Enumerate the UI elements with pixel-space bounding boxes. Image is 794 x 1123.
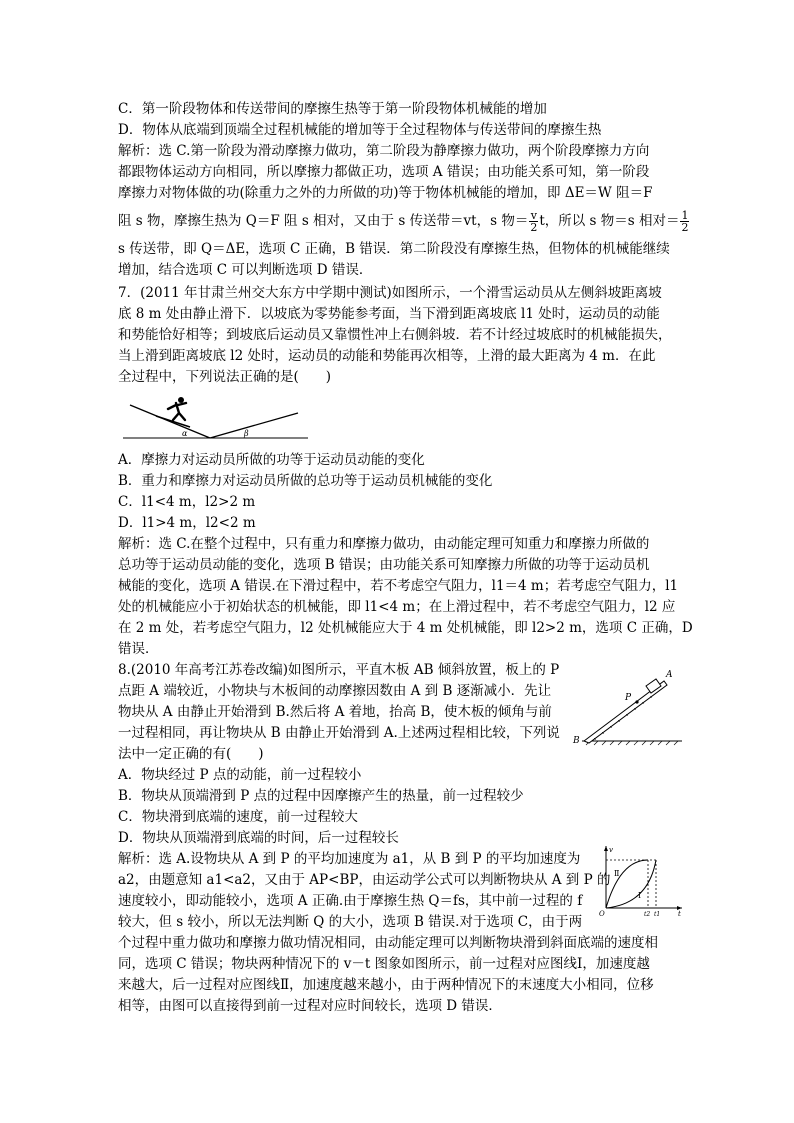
q8-vt-graph [598, 842, 686, 918]
curve-ii [606, 860, 648, 908]
q7-stem-line: 当上滑到距离坡底 l2 处时，运动员的动能和势能再次相等，上滑的最大距离为 4 m．在此 [118, 348, 656, 364]
q6-solution-line-with-fractions [118, 210, 690, 233]
q6-solution-line: 增加，结合选项 C 可以判断选项 D 错误． [118, 262, 373, 278]
q8-solution-line: 解析：选 A.设物块从 A 到 P 的平均加速度为 a1，从 B 到 P 的平均加速度为 [118, 851, 581, 867]
q6-solution-line: s 传送带，即 Q＝ΔE，选项 C 正确，B 错误．第二阶段没有摩擦生热，但物体的机械能继续 [118, 241, 670, 257]
q8-solution-line: 个过程中重力做功和摩擦力做功情况相同，由动能定理可以判断物块滑到斜面底端的速度相 [118, 935, 658, 951]
ground-hatching [586, 741, 678, 745]
q8-solution-line: 相等，由图可以直接得到前一过程对应时间较长，选项 D 错误． [118, 998, 502, 1014]
q6-solution-line: 摩擦力对物体做的功(除重力之外的力所做的功)等于物体机械能的增加，即 ΔE＝W 阻＝F [118, 185, 653, 201]
t2-label: t2 [644, 911, 651, 918]
t1-label: t1 [654, 911, 661, 918]
q8-solution-line: 较大，但 s 较小，所以无法判断 Q 的大小，选项 B 错误.对于选项 C，由于两 [118, 914, 583, 930]
q6-option-d: D．物体从底端到顶端全过程机械能的增加等于全过程物体与传送带间的摩擦生热 [118, 122, 602, 138]
q6-solution-line: 解析：选 C.第一阶段为滑动摩擦力做功，第二阶段为静摩擦力做功，两个阶段摩擦力方向 [118, 143, 650, 159]
q7-solution-line: 错误． [118, 641, 159, 657]
q8-solution-line: 同，选项 C 错误；物块两种情况下的 v－t 图象如图所示，前一过程对应图线Ⅰ，加速度越 [118, 956, 650, 972]
q6-solution-text: t，所以 s 物＝s 相对＝ [539, 213, 680, 229]
q7-solution-line: 处的机械能应小于初始状态的机械能，即 l1<4 m；在上滑过程中，若不考虑空气阻力，l2 应 [118, 599, 676, 615]
q7-option-c: C．l1<4 m，l2>2 m [118, 494, 256, 510]
q7-solution-line: 解析：选 C.在整个过程中，只有重力和摩擦力做功，由动能定理可知重力和摩擦力所做的 [118, 536, 650, 552]
t-axis-label: t [678, 910, 681, 918]
q8-solution-line: 来越大，后一过程对应图线Ⅱ，加速度越来越小，由于两种情况下的末速度大小相同，位移 [118, 977, 654, 993]
q8-solution-line: a2，由题意知 a1<a2，又由于 AP<BP，由运动学公式可以判断物块从 A 到 P 的 [118, 872, 611, 888]
q8-option-d: D．物块从顶端滑到底端的时间，后一过程较长 [118, 830, 399, 846]
q7-stem-line: 和势能恰好相等；到坡底后运动员又靠惯性冲上右侧斜坡．若不计经过坡底时的机械能损失， [118, 327, 672, 343]
q7-stem-line: 全过程中，下列说法正确的是( ) [118, 369, 332, 385]
q7-solution-line: 械能的变化，选项 A 错误.在下滑过程中，若不考虑空气阻力，l1＝4 m；若考虑空气阻力，l1 [118, 578, 679, 594]
q8-stem-line: 一过程相同，再让物块从 B 由静止开始滑到 A.上述两过程相比较，下列说 [118, 725, 560, 741]
q8-stem-line: 点距 A 端较近，小物块与木板间的动摩擦因数由 A 到 B 逐渐减小．先让 [118, 683, 552, 699]
q8-stem-line: 物块从 A 由静止开始滑到 B.然后将 A 着地，抬高 B，使木板的倾角与前 [118, 704, 552, 720]
label-a: A [666, 670, 673, 680]
v-axis-arrow [604, 846, 608, 851]
fraction-1-over-2: $\frac{1}{2}$ [681, 209, 689, 234]
left-slope [130, 405, 210, 438]
label-b: B [573, 736, 580, 746]
v-axis-label: v [609, 846, 613, 854]
right-slope [210, 413, 298, 438]
label-p: P [625, 693, 632, 703]
q8-option-a: A．物块经过 P 点的动能，前一过程较小 [118, 767, 362, 783]
q7-option-b: B．重力和摩擦力对运动员所做的总功等于运动员机械能的变化 [118, 473, 493, 489]
q7-option-a: A．摩擦力对运动员所做的功等于运动员动能的变化 [118, 452, 425, 468]
fraction-v-over-2: $\frac{v}{2}$ [530, 209, 538, 234]
q8-inclined-board-figure [570, 665, 686, 751]
q8-option-b: B．物块从顶端滑到 P 点的过程中因摩擦产生的热量，前一过程较少 [118, 788, 524, 804]
q8-stem-line: 法中一定正确的有( ) [118, 746, 264, 762]
point-p [635, 700, 638, 703]
q7-ski-slope-figure [118, 393, 318, 445]
angle-beta-label: β [244, 429, 249, 438]
q7-stem-line: 7．(2011 年甘肃兰州交大东方中学期中测试)如图所示，一个滑雪运动员从左侧斜坡距离坡 [118, 285, 662, 301]
q7-solution-line: 总功等于运动员动能的变化，选项 B 错误；由功能关系可知摩擦力所做的功等于运动员机 [118, 557, 650, 573]
angle-alpha-label: α [182, 429, 188, 438]
curve-i-label: Ⅰ [638, 891, 642, 900]
q8-option-c: C．物块滑到底端的速度，前一过程较大 [118, 809, 358, 825]
q7-stem-line: 底 8 m 处由静止滑下．以坡底为零势能参考面，当下滑到距离坡底 l1 处时，运动员的动能 [118, 306, 660, 322]
q8-solution-line: 速度较小，即动能较小，选项 A 正确.由于摩擦生热 Q＝fs，其中前一过程的 f [118, 893, 583, 909]
curve-i [606, 860, 656, 908]
q8-stem-line: 8.(2010 年高考江苏卷改编)如图所示，平直木板 AB 倾斜放置，板上的 P [118, 662, 560, 678]
q7-solution-line: 在 2 m 处，若考虑空气阻力，l2 处机械能应大于 4 m 处机械能，即 l2>2 m，选项 C 正确，D [118, 620, 693, 636]
curve-ii-label: Ⅱ [614, 869, 620, 878]
q7-option-d: D．l1>4 m，l2<2 m [118, 515, 256, 531]
q6-solution-line: 都跟物体运动方向相同，所以摩擦力都做正功，选项 A 错误；由功能关系可知，第一阶段 [118, 164, 650, 180]
q6-option-c: C．第一阶段物体和传送带间的摩擦生热等于第一阶段物体机械能的增加 [118, 101, 547, 117]
origin-label: O [599, 910, 605, 918]
q6-solution-text: 阻 s 物，摩擦生热为 Q＝F 阻 s 相对，又由于 s 传送带＝vt，s 物＝ [118, 213, 529, 229]
